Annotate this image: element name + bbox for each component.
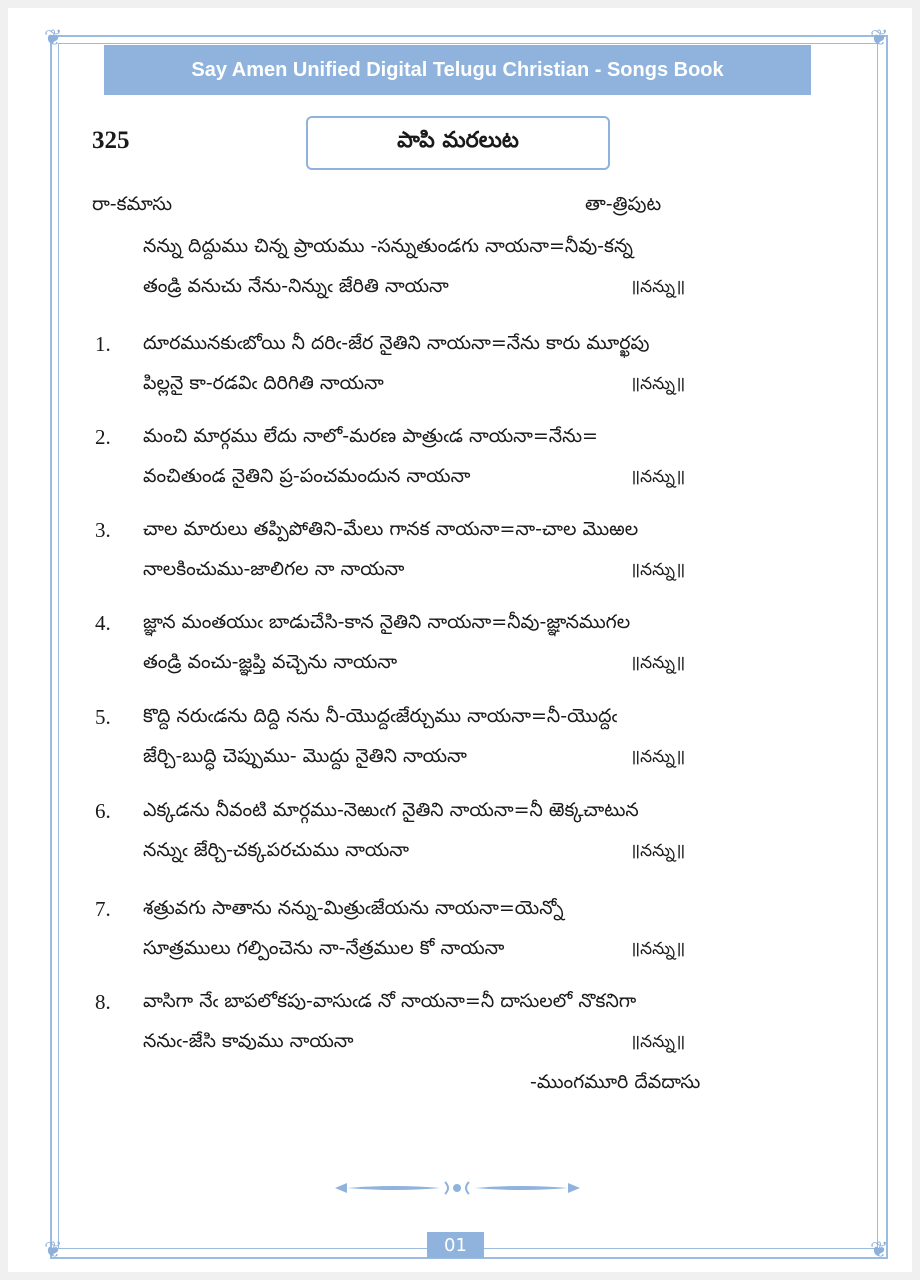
corner-ornament-icon: ❦ <box>44 26 63 51</box>
stanza-number: 5. <box>95 705 111 729</box>
stanza-line: నన్నుఁ జేర్చి-చక్కపరచుము నాయనా <box>143 839 409 861</box>
stanza-line: ననుఁ-జేసి కావుము నాయనా <box>143 1030 354 1052</box>
stanza-number: 6. <box>95 799 111 823</box>
refrain-marker: ॥నన్ను॥ <box>630 747 686 767</box>
stanza-line: వాసిగా నేఁ బాపలోకపు-వాసుఁడ నో నాయనా=నీ దాసులలో నొకనిగా <box>143 990 637 1012</box>
stanza-line: నాలకించుము-జాలిగల నా నాయనా <box>143 558 405 580</box>
song-title: పాపి మరలుట <box>306 116 610 170</box>
stanza-line: వంచితుండ నైతిని ప్ర-పంచమందున నాయనా <box>143 465 471 487</box>
stanza-line: సూత్రములు గల్పించెను నా-నేత్రముల కో నాయనా <box>143 937 505 959</box>
stanza-line: చాల మారులు తప్పిపోతిని-మేలు గానక నాయనా=నా-చాల మొఱల <box>143 518 639 540</box>
stanza-line: ఎక్కడను నీవంటి మార్గము-నెఱుఁగ నైతిని నాయనా=నీ ఱెక్కచాటున <box>143 799 639 821</box>
refrain-marker: ॥నన్ను॥ <box>630 653 686 673</box>
stanza-line: పిల్లనై కా-రడవిఁ దిరిగితి నాయనా <box>143 372 384 394</box>
divider-ornament-icon <box>335 1178 580 1198</box>
refrain-marker: ॥నన్ను॥ <box>630 467 686 487</box>
refrain-marker: ॥నన్ను॥ <box>630 1032 686 1052</box>
song-number: 325 <box>92 127 130 154</box>
tala-label: తా-త్రిపుట <box>585 193 662 215</box>
book-header: Say Amen Unified Digital Telugu Christian - Songs Book <box>104 45 811 95</box>
stanza-line: మంచి మార్గము లేదు నాలో-మరణ పాత్రుఁడ నాయనా=నేను= <box>143 425 598 447</box>
refrain-marker: ॥నన్ను॥ <box>630 560 686 580</box>
stanza-number: 4. <box>95 611 111 635</box>
refrain-marker: ॥నన్ను॥ <box>630 374 686 394</box>
stanza-number: 8. <box>95 990 111 1014</box>
stanza-number: 2. <box>95 425 111 449</box>
stanza-line: జేర్చి-బుద్ధి చెప్పుము- మొద్దు నైతిని నాయనా <box>143 745 467 767</box>
page-number: 01 <box>427 1232 484 1258</box>
pallavi-line: తండ్రి వనుచు నేను-నిన్నుఁ జేరితి నాయనా <box>143 275 449 297</box>
stanza-number: 3. <box>95 518 111 542</box>
stanza-number: 1. <box>95 332 111 356</box>
stanza-line: దూరమునకుఁబోయి నీ దరిఁ-జేర నైతిని నాయనా=నేను కారు మూర్ఖపు <box>143 332 650 354</box>
stanza-line: జ్ఞాన మంతయుఁ బాడుచేసి-కాన నైతిని నాయనా=నీవు-జ్ఞానముగల <box>143 611 631 633</box>
stanza-line: తండ్రి వంచు-జ్ఞప్తి వచ్చెను నాయనా <box>143 651 398 673</box>
pallavi-line: నన్ను దిద్దుము చిన్న ప్రాయము -సన్నుతుండగు నాయనా=నీవు-కన్న <box>143 235 633 257</box>
corner-ornament-icon: ❦ <box>870 26 889 51</box>
stanza-number: 7. <box>95 897 111 921</box>
corner-ornament-icon: ❦ <box>870 1238 889 1263</box>
refrain-marker: ॥నన్ను॥ <box>630 841 686 861</box>
song-author: -ముంగమూరి దేవదాసు <box>530 1071 701 1093</box>
stanza-line: శత్రువగు సాతాను నన్ను-మిత్రుఁజేయను నాయనా=యెన్నో <box>143 897 564 919</box>
refrain-marker: ॥నన్ను॥ <box>630 939 686 959</box>
page-border-inner <box>58 43 878 1249</box>
corner-ornament-icon: ❦ <box>44 1238 63 1263</box>
refrain-marker: ॥నన్ను॥ <box>630 277 686 297</box>
raga-label: రా-కమాసు <box>92 193 173 215</box>
stanza-line: కొద్ది నరుఁడను దిద్ది నను నీ-యొద్దఁజేర్చుము నాయనా=నీ-యొద్దఁ <box>143 705 618 727</box>
